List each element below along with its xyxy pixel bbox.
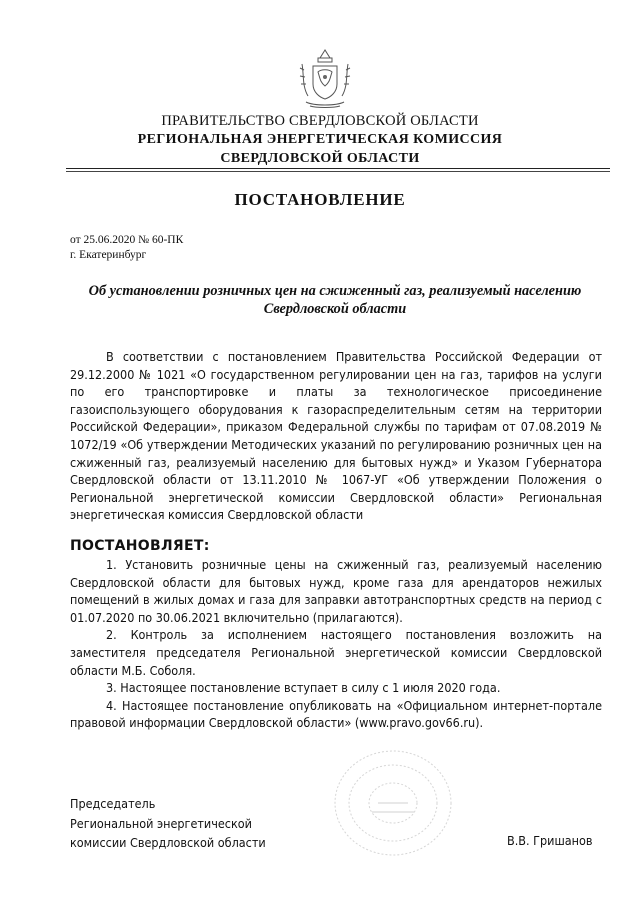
government-title: ПРАВИТЕЛЬСТВО СВЕРДЛОВСКОЙ ОБЛАСТИ [161, 113, 479, 129]
signatory-name: В.В. Гришанов [507, 833, 593, 848]
decree-item-1: 1. Установить розничные цены на сжиженный газ, реализуемый населению Свердловской области для бытовых нужд, кроме газа для арендаторов нежилых помещений в жилых домах и газа для заправки автотранспортных средств на период с 01.07.2020 по 30.06.2021 включительно (прилагаются). [70, 557, 602, 625]
intro-paragraph: В соответствии с постановлением Правительства Российской Федерации от 29.12.2000 № 1021 «О государственном регулировании цен на газ, тарифов на услуги по его транспортировке и платы за технологическое присоединение газоиспользующего оборудования к газораспределительным сетям на территории Российской Федерации», приказом Федеральной службы по тарифам от 07.08.2019 № 1072/19 «Об утверждении Методических указаний по регулированию розничных цен на сжиженный газ, реализуемый населению для бытовых нужд» и Указом Губернатора Свердловской области от 13.11.2010 № 1067-УГ «Об утверждении Положения о Региональной энергетической комиссии Свердловской области» Региональная энергетическая комиссия Свердловской области [70, 349, 602, 523]
document-date-number: от 25.06.2020 № 60-ПК [70, 234, 184, 246]
commission-title: РЕГИОНАЛЬНАЯ ЭНЕРГЕТИЧЕСКАЯ КОМИССИЯ [137, 132, 503, 147]
decree-item-2: 2. Контроль за исполнением настоящего постановления возложить на заместителя председателя Региональной энергетической комиссии Свердловской области М.Б. Соболя. [70, 627, 602, 678]
region-title: СВЕРДЛОВСКОЙ ОБЛАСТИ [220, 151, 420, 166]
document-city: г. Екатеринбург [70, 249, 147, 261]
signature-position [70, 794, 266, 853]
decree-item-3: 3. Настоящее постановление вступает в силу с 1 июля 2020 года. [106, 680, 501, 696]
decree-word: ПОСТАНОВЛЯЕТ: [70, 538, 210, 554]
header-divider-thin [66, 171, 610, 172]
signature-line-2: Региональной энергетической [70, 815, 252, 831]
header-divider [66, 168, 610, 169]
document-subject: Об установлении розничных цен на сжиженный газ, реализуемый населению Свердловской области [88, 283, 582, 317]
decree-items [70, 556, 602, 732]
signature-line-3: комиссии Свердловской области [70, 835, 266, 850]
coat-of-arms-icon [296, 46, 354, 112]
signature-line-1: Председатель [70, 796, 156, 811]
document-type: ПОСТАНОВЛЕНИЕ [234, 190, 406, 209]
decree-item-4: 4. Настоящее постановление опубликовать на «Официальном интернет-портале правовой информации Свердловской области» (www.pravo.gov66.ru). [70, 697, 602, 731]
seal-stamp-icon [332, 748, 454, 858]
